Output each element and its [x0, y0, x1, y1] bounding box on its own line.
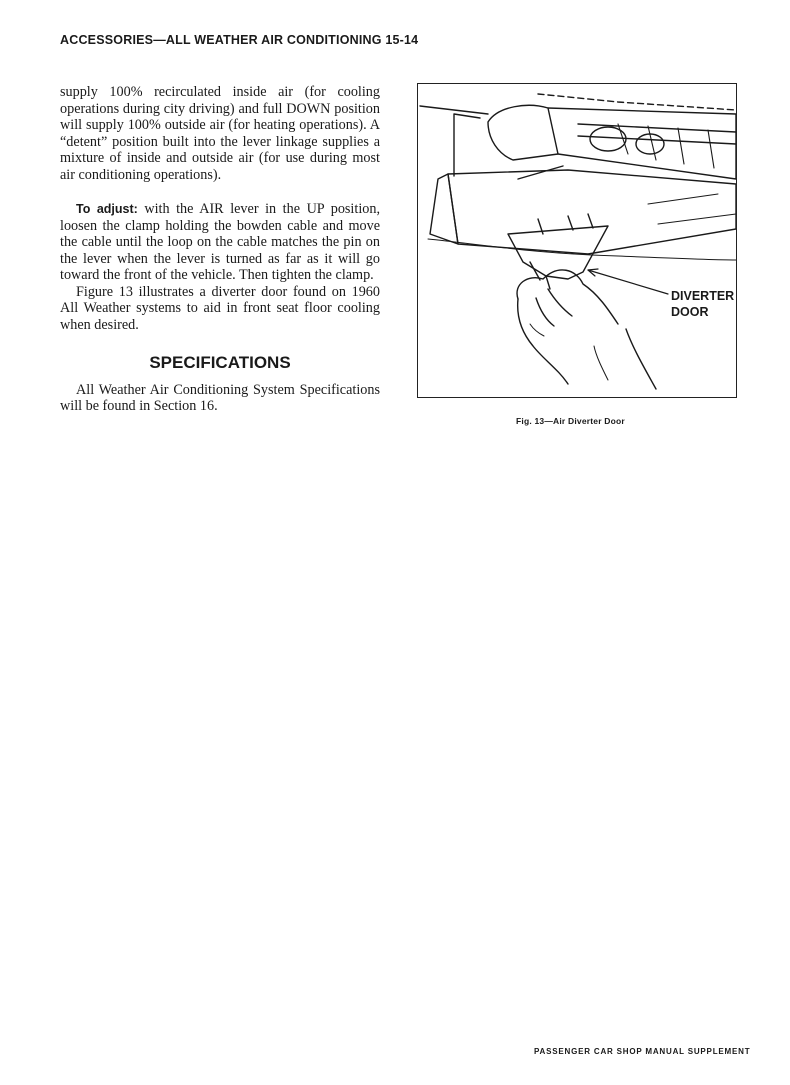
adjust-text: with the AIR lever in the UP position, loosen the clamp holding the bowden cable and move the cable until the loop on the cable matches the pin on the lever when the lever is turned as far as it will go toward the front of the vehicle. Then tighten the clamp. — [60, 201, 380, 283]
figure-air-diverter-door — [417, 83, 737, 398]
callout-line-1: DIVERTER — [671, 289, 735, 303]
paragraph-adjust — [60, 201, 380, 284]
page-footer: PASSENGER CAR SHOP MANUAL SUPPLEMENT — [534, 1047, 751, 1056]
figure-caption: Fig. 13—Air Diverter Door — [516, 416, 625, 426]
section-title-specifications: SPECIFICATIONS — [149, 353, 291, 372]
paragraph-air-supply: supply 100% recirculated inside air (for cooling operations during city driving) and full DOWN position will supply 100% outside air (for heating operations). A “detent” position built into the lever linkage supplies a mixture of inside and outside air (for use during most air conditioning operations). — [60, 84, 380, 183]
callout-line-2: DOOR — [671, 305, 709, 319]
text-column — [60, 84, 380, 415]
callout-diverter-door — [671, 288, 734, 320]
paragraph-specifications: All Weather Air Conditioning System Specifications will be found in Section 16. — [60, 381, 380, 414]
adjust-label: To adjust: — [76, 202, 138, 216]
running-header: ACCESSORIES—ALL WEATHER AIR CONDITIONING 15-14 — [60, 33, 419, 47]
diverter-door-illustration — [418, 84, 737, 398]
paragraph-diverter: Figure 13 illustrates a diverter door found on 1960 All Weather systems to aid in front seat floor cooling when desired. — [60, 283, 380, 333]
